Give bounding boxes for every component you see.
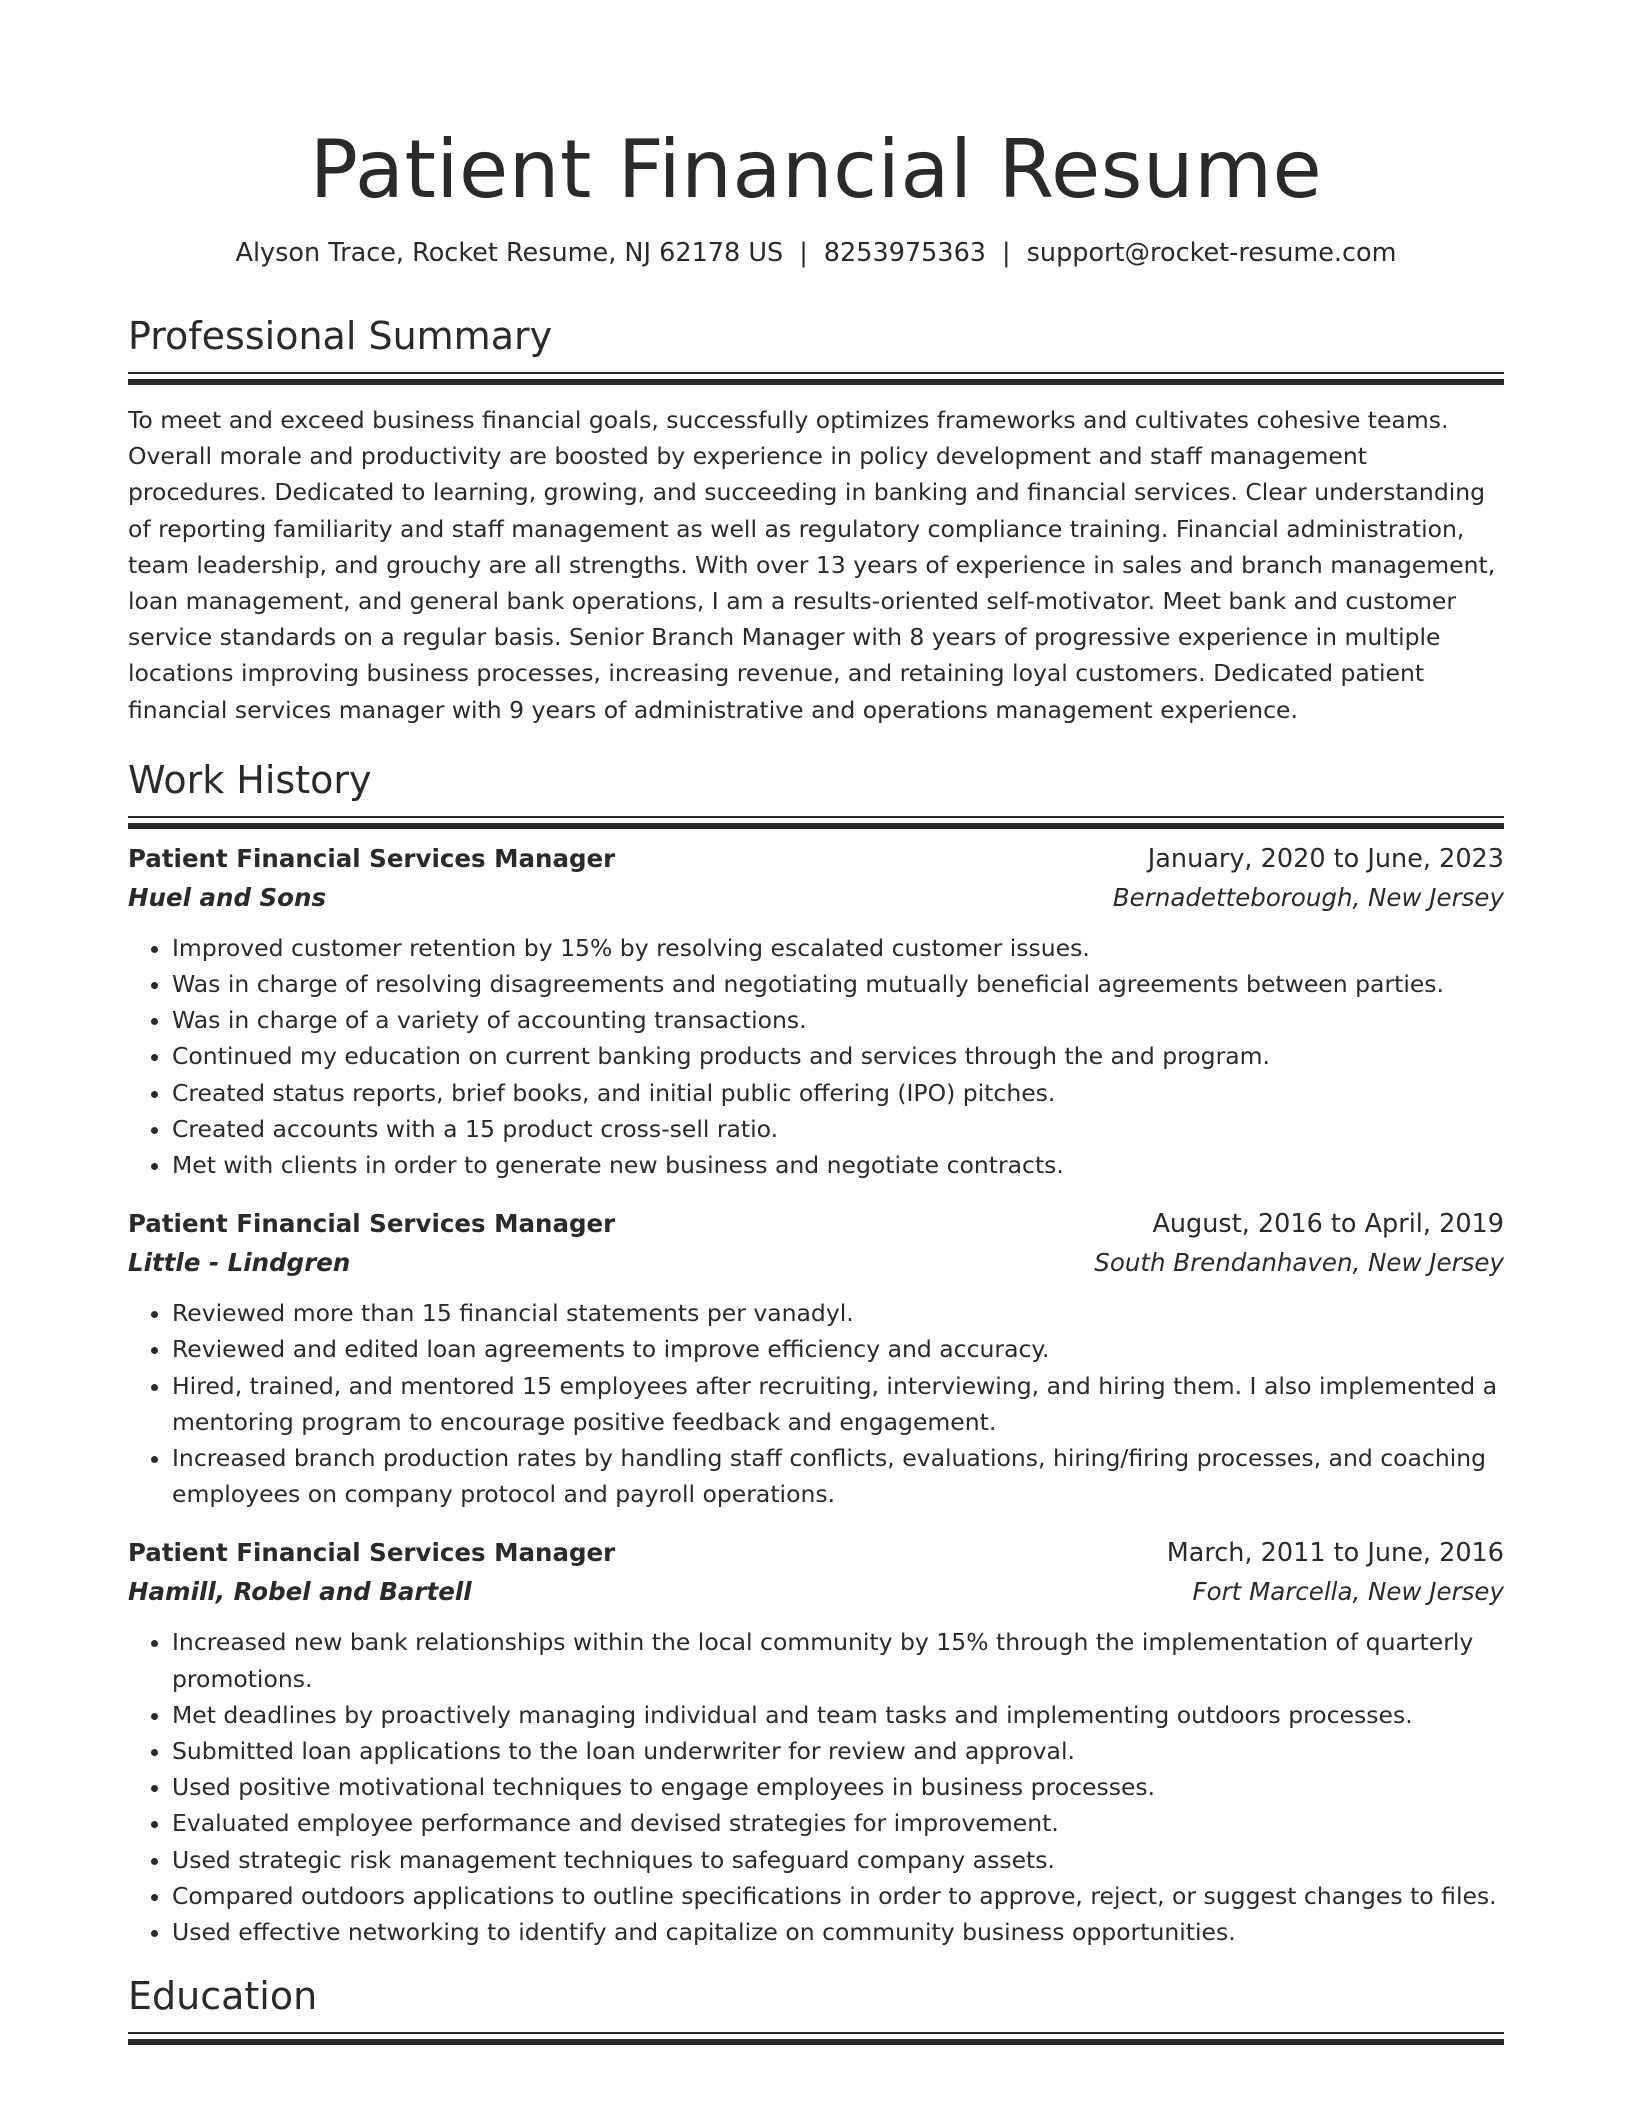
contact-line bbox=[128, 236, 1504, 270]
professional-summary-section bbox=[128, 312, 1504, 728]
job-title: Patient Financial Services Manager bbox=[128, 1538, 616, 1568]
list-item: • Used strategic risk management techniques to safeguard company assets. bbox=[172, 1842, 1504, 1878]
list-item: • Was in charge of a variety of accounting transactions. bbox=[172, 1002, 1504, 1038]
list-item: • Created status reports, brief books, and initial public offering (IPO) pitches. bbox=[172, 1075, 1504, 1111]
contact-separator: | bbox=[799, 238, 808, 268]
section-divider bbox=[128, 372, 1504, 374]
list-item: • Evaluated employee performance and devised strategies for improvement. bbox=[172, 1805, 1504, 1841]
company-name: Huel and Sons bbox=[128, 882, 327, 912]
list-item: • Reviewed more than 15 financial statements per vanadyl. bbox=[172, 1295, 1504, 1331]
work-history-section bbox=[128, 756, 1504, 1950]
resume-title: Patient Financial Resume bbox=[309, 123, 1323, 216]
list-item: • Met deadlines by proactively managing individual and team tasks and implementing outdoors processes. bbox=[172, 1697, 1504, 1733]
job-bullets bbox=[128, 930, 1504, 1183]
resume-page bbox=[128, 0, 1504, 2034]
list-item: • Was in charge of resolving disagreements and negotiating mutually beneficial agreements between parties. bbox=[172, 966, 1504, 1002]
list-item: • Used effective networking to identify and capitalize on community business opportunities. bbox=[172, 1914, 1504, 1950]
list-item: • Improved customer retention by 15% by resolving escalated customer issues. bbox=[172, 930, 1504, 966]
job-entry bbox=[128, 840, 1504, 1183]
list-item: • Created accounts with a 15 product cross-sell ratio. bbox=[172, 1111, 1504, 1147]
contact-email: support@rocket-resume.com bbox=[1026, 238, 1397, 268]
job-bullets bbox=[128, 1295, 1504, 1512]
list-item: • Used positive motivational techniques to engage employees in business processes. bbox=[172, 1769, 1504, 1805]
list-item: • Submitted loan applications to the loan underwriter for review and approval. bbox=[172, 1733, 1504, 1769]
job-entry bbox=[128, 1205, 1504, 1512]
job-dates: March, 2011 to June, 2016 bbox=[1166, 1538, 1504, 1569]
section-heading: Professional Summary bbox=[128, 314, 553, 358]
list-item: • Increased branch production rates by handling staff conflicts, evaluations, hiring/firing processes, and coaching employees on company protocol and payroll operations. bbox=[172, 1440, 1504, 1512]
job-bullets bbox=[128, 1624, 1504, 1950]
list-item: • Hired, trained, and mentored 15 employees after recruiting, interviewing, and hiring them. I also implemented a mentoring program to encourage positive feedback and engagement. bbox=[172, 1368, 1504, 1440]
section-heading: Education bbox=[128, 1974, 318, 2019]
company-name: Little - Lindgren bbox=[128, 1248, 351, 1278]
list-item: • Continued my education on current banking products and services through the and program. bbox=[172, 1038, 1504, 1074]
company-name: Hamill, Robel and Bartell bbox=[128, 1577, 472, 1607]
section-divider bbox=[128, 816, 1504, 818]
contact-address: Alyson Trace, Rocket Resume, NJ 62178 US bbox=[235, 238, 784, 268]
list-item: • Compared outdoors applications to outline specifications in order to approve, reject, or suggest changes to files. bbox=[172, 1878, 1504, 1914]
job-title: Patient Financial Services Manager bbox=[128, 1209, 616, 1239]
job-location: Fort Marcella, New Jersey bbox=[1192, 1577, 1504, 1607]
job-location: South Brendanhaven, New Jersey bbox=[1094, 1248, 1504, 1278]
section-divider bbox=[128, 2032, 1504, 2034]
job-entry bbox=[128, 1534, 1504, 1950]
section-heading: Work History bbox=[128, 757, 372, 802]
contact-phone: 8253975363 bbox=[823, 238, 987, 268]
summary-text: To meet and exceed business financial goals, successfully optimizes frameworks and cultivates cohesive teams. Overall morale and productivity are boosted by experience in policy development and staff management procedures. Dedicated to learning, growing, and succeeding in banking and financial services. Clear understanding of reporting familiarity and staff management as well as regulatory compliance training. Financial administration, team leadership, and grouchy are all strengths. With over 13 years of experience in sales and branch management, loan management, and general bank operations, I am a results-oriented self-motivator. Meet bank and customer service standards on a regular basis. Senior Branch Manager with 8 years of progressive experience in multiple locations improving business processes, increasing revenue, and retaining loyal customers. Dedicated patient financial services manager with 9 years of administrative and operations management experience. bbox=[128, 406, 1496, 724]
job-title: Patient Financial Services Manager bbox=[128, 843, 616, 873]
contact-separator: | bbox=[1002, 238, 1011, 268]
list-item: • Met with clients in order to generate new business and negotiate contracts. bbox=[172, 1147, 1504, 1183]
job-dates: August, 2016 to April, 2019 bbox=[1152, 1209, 1504, 1240]
list-item: • Reviewed and edited loan agreements to improve efficiency and accuracy. bbox=[172, 1331, 1504, 1367]
job-location: Bernadetteborough, New Jersey bbox=[1112, 882, 1504, 912]
job-dates: January, 2020 to June, 2023 bbox=[1147, 843, 1504, 874]
list-item: • Increased new bank relationships within the local community by 15% through the implementation of quarterly promotions. bbox=[172, 1624, 1504, 1696]
education-section bbox=[128, 1972, 1504, 2034]
